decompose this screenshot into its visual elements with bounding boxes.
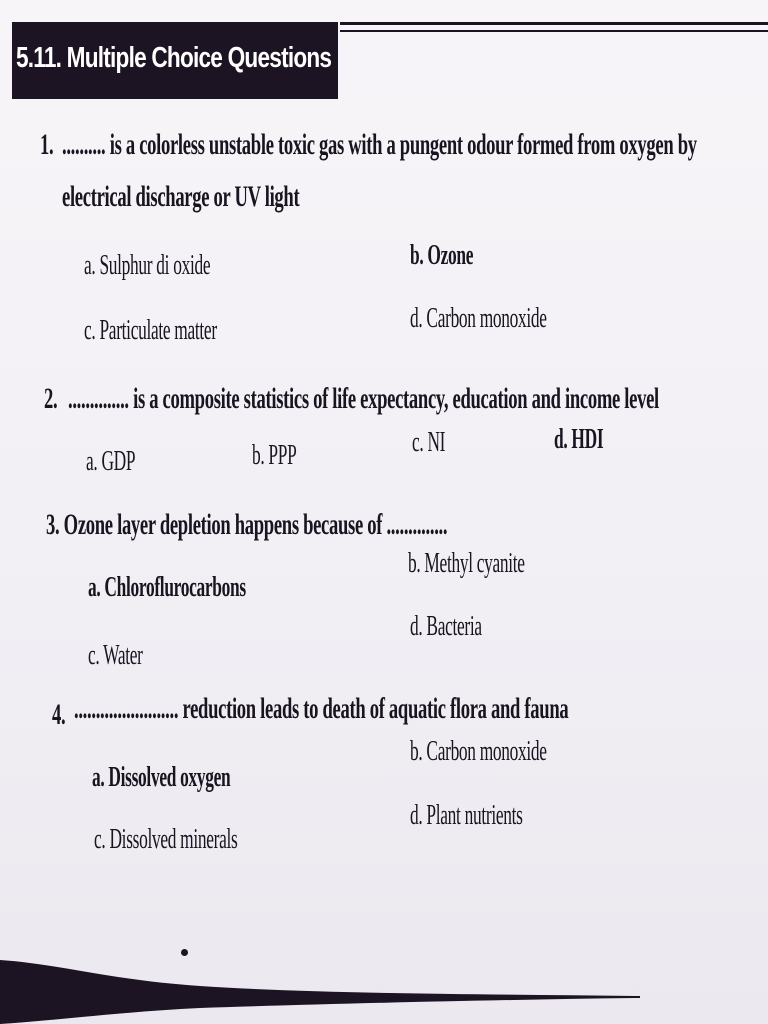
- question-1-continuation: electrical discharge or UV light: [62, 180, 300, 213]
- question-1-option-b: b. Ozone: [410, 240, 474, 271]
- question-1-blank: ..........: [62, 128, 106, 161]
- question-3-option-c: c. Water: [88, 640, 143, 671]
- question-4-option-c: c. Dissolved minerals: [94, 824, 238, 855]
- question-3-text: 3. Ozone layer depletion happens because of: [46, 508, 383, 541]
- question-2-option-a: a. GDP: [86, 446, 136, 477]
- question-3-option-a: a. Chloroflurocarbons: [88, 572, 246, 603]
- question-3-stem: [46, 508, 447, 542]
- question-2-stem: [68, 382, 659, 416]
- question-4-stem: [74, 692, 568, 726]
- question-4-blank: ........................: [74, 692, 179, 725]
- header-rule-thin: [340, 30, 768, 32]
- question-4-option-b: b. Carbon monoxide: [410, 736, 547, 767]
- question-3-option-b: b. Methyl cyanite: [408, 548, 525, 579]
- question-3-blank: ..............: [386, 508, 448, 541]
- question-1-number: 1.: [40, 128, 54, 161]
- question-1-text: is a colorless unstable toxic gas with a pungent odour formed from oxygen by: [109, 128, 697, 161]
- question-2-text: is a composite statistics of life expectancy, education and income level: [133, 382, 659, 415]
- section-title: 5.11. Multiple Choice Questions: [16, 42, 332, 74]
- question-4-number: 4.: [52, 698, 66, 731]
- question-4-option-d: d. Plant nutrients: [410, 800, 523, 831]
- question-4-text: reduction leads to death of aquatic flora and fauna: [182, 692, 569, 725]
- question-2-option-d: d. HDI: [554, 424, 604, 455]
- question-3-option-d: d. Bacteria: [410, 611, 482, 642]
- question-2-blank: ..............: [68, 382, 129, 415]
- question-2-option-c: c. NI: [412, 427, 446, 458]
- question-1-stem: [62, 128, 697, 162]
- header-rule-thick: [340, 22, 768, 25]
- bottom-page-curve: [0, 950, 768, 1024]
- question-1-option-a: a. Sulphur di oxide: [84, 250, 211, 281]
- question-1-option-c: c. Particulate matter: [84, 315, 217, 346]
- question-4-option-a: a. Dissolved oxygen: [92, 762, 231, 793]
- question-1-option-d: d. Carbon monoxide: [410, 303, 547, 334]
- question-2-number: 2.: [44, 382, 58, 415]
- question-2-option-b: b. PPP: [252, 440, 297, 471]
